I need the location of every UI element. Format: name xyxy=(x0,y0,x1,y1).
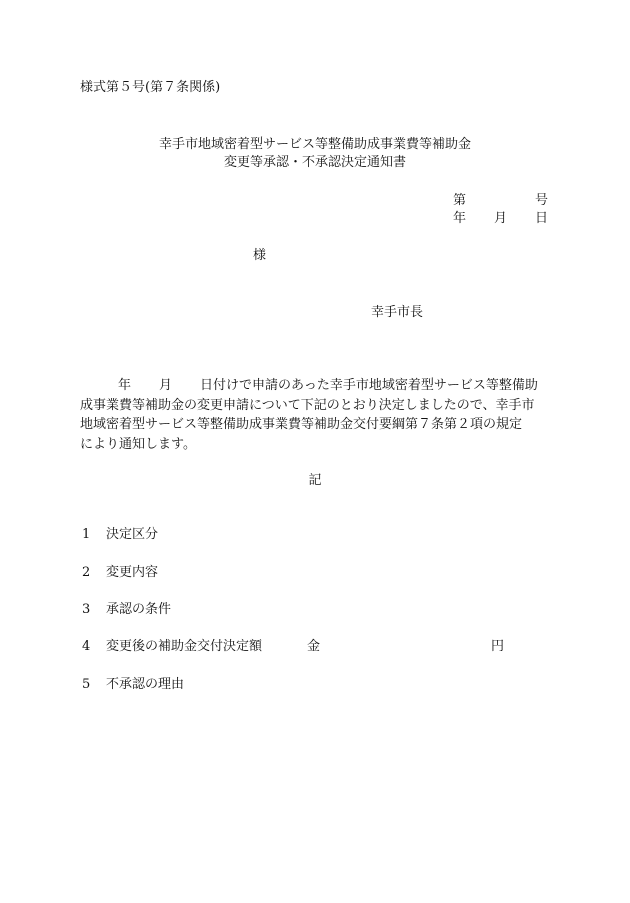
item-label: 不承認の理由 xyxy=(106,677,185,692)
ki-heading: 記 xyxy=(308,473,322,488)
doc-number-label: 第 xyxy=(453,193,467,208)
notice-body-line3: 地域密着型サービス等整備助成事業費等補助金交付要綱第７条第２項の規定 xyxy=(80,417,523,432)
addressee-suffix: 様 xyxy=(253,248,267,263)
item-number: 1 xyxy=(82,527,91,542)
amount-unit: 円 xyxy=(491,639,505,654)
item-number: 2 xyxy=(82,565,91,580)
date-month-label: 月 xyxy=(494,211,508,226)
list-item-approval-conditions xyxy=(82,601,171,619)
body-year-label: 年 xyxy=(118,378,132,393)
notice-body-line1 xyxy=(80,376,550,396)
item-number: 5 xyxy=(82,677,91,692)
item-label: 変更内容 xyxy=(106,565,159,580)
amount-prefix: 金 xyxy=(307,639,321,654)
item-label: 決定区分 xyxy=(106,527,159,542)
item-number: 4 xyxy=(82,639,91,654)
list-item-changed-grant-amount xyxy=(82,638,262,656)
notice-body-line4: により通知します。 xyxy=(80,436,196,452)
list-item-change-content xyxy=(82,564,158,582)
document-title-line1: 幸手市地域密着型サービス等整備助成事業費等補助金 xyxy=(158,137,471,152)
list-item-decision-category xyxy=(82,526,158,544)
item-label: 変更後の補助金交付決定額 xyxy=(106,639,263,654)
date-year-label: 年 xyxy=(453,211,467,226)
item-number: 3 xyxy=(82,602,91,617)
doc-number-suffix: 号 xyxy=(535,193,549,208)
date-day-label: 日 xyxy=(535,211,549,226)
body-line1-text: 日付けで申請のあった幸手市地域密着型サービス等整備助 xyxy=(200,378,538,393)
notice-body-line2: 成事業費等補助金の変更申請について下記のとおり決定しましたので、幸手市 xyxy=(80,397,535,413)
document-title-line2: 変更等承認・不承認決定通知書 xyxy=(223,155,406,170)
body-month-label: 月 xyxy=(159,378,173,393)
form-number: 様式第５号(第７条関係) xyxy=(80,80,221,95)
issuer-name: 幸手市長 xyxy=(371,305,424,320)
notice-body xyxy=(80,376,550,454)
item-label: 承認の条件 xyxy=(106,602,172,617)
list-item-rejection-reason xyxy=(82,676,184,694)
